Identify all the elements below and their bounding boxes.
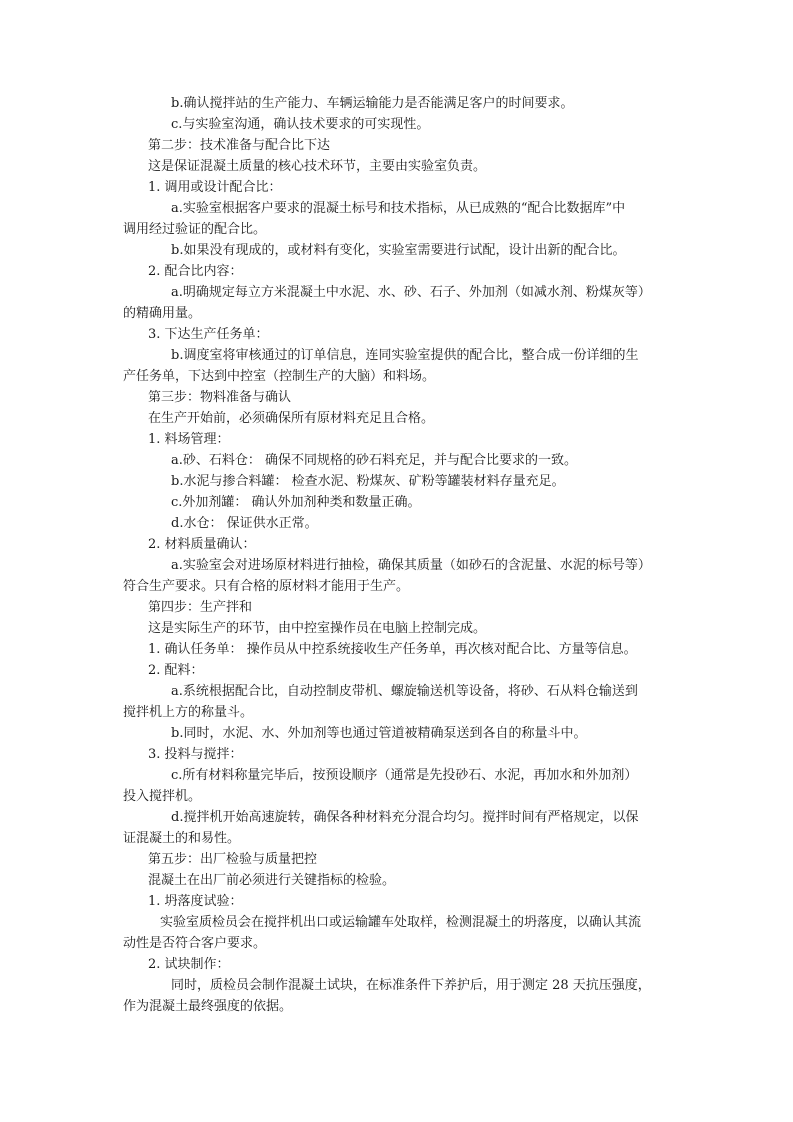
text-line: b.确认搅拌站的生产能力、车辆运输能力是否能满足客户的时间要求。 xyxy=(171,96,574,111)
section-heading: 第三步：物料准备与确认 xyxy=(148,390,292,405)
text-line: b.同时，水泥、水、外加剂等也通过管道被精确泵送到各自的称量斗中。 xyxy=(171,726,587,741)
text-line: a.实验室会对进场原材料进行抽检，确保其质量（如砂石的含泥量、水泥的标号等） xyxy=(171,558,651,573)
text-line: 调用经过验证的配合比。 xyxy=(123,222,267,237)
text-line: 的精确用量。 xyxy=(123,306,202,321)
list-item-heading: 1. 确认任务单： 操作员从中控系统接收生产任务单，再次核对配合比、方量等信息。 xyxy=(148,642,637,657)
text-line: a.系统根据配合比，自动控制皮带机、螺旋输送机等设备，将砂、石从料仓输送到 xyxy=(171,684,638,699)
text-line: b.如果没有现成的，或材料有变化，实验室需要进行试配，设计出新的配合比。 xyxy=(171,243,626,258)
text-line: c.外加剂罐： 确认外加剂种类和数量正确。 xyxy=(171,495,421,510)
list-item-heading: 1. 调用或设计配合比： xyxy=(148,180,282,195)
text-line: 产任务单，下达到中控室（控制生产的大脑）和料场。 xyxy=(123,369,436,384)
text-line: 实验室质检员会在搅拌机出口或运输罐车处取样，检测混凝土的坍落度，以确认其流 xyxy=(160,915,642,930)
text-line: d.搅拌机开始高速旋转，确保各种材料充分混合均匀。搅拌时间有严格规定，以保 xyxy=(171,810,639,825)
list-item-heading: 2. 配合比内容： xyxy=(148,264,243,279)
section-heading: 第二步：技术准备与配合比下达 xyxy=(148,138,331,153)
text-line: a.实验室根据客户要求的混凝土标号和技术指标，从已成熟的“配合比数据库”中 xyxy=(171,201,626,216)
text-line: b.调度室将审核通过的订单信息，连同实验室提供的配合比，整合成一份详细的生 xyxy=(171,348,639,363)
list-item-heading: 3. 投料与搅拌： xyxy=(148,747,243,762)
list-item-heading: 1. 坍落度试验： xyxy=(148,894,243,909)
list-item-heading: 2. 试块制作： xyxy=(148,957,230,972)
section-heading: 第五步：出厂检验与质量把控 xyxy=(148,852,318,867)
text-line: 这是实际生产的环节，由中控室操作员在电脑上控制完成。 xyxy=(148,621,487,636)
text-line: c.与实验室沟通，确认技术要求的可实现性。 xyxy=(171,117,430,132)
text-line: 动性是否符合客户要求。 xyxy=(123,936,267,951)
text-line: 同时，质检员会制作混凝土试块，在标准条件下养护后，用于测定 28 天抗压强度， xyxy=(171,978,651,993)
list-item-heading: 2. 配料： xyxy=(148,663,204,678)
text-line: d.水仓： 保证供水正常。 xyxy=(171,516,318,531)
text-line: b.水泥与掺合料罐： 检查水泥、粉煤灰、矿粉等罐装材料存量充足。 xyxy=(171,474,565,489)
text-line: 搅拌机上方的称量斗。 xyxy=(123,705,254,720)
text-line: c.所有材料称量完毕后，按预设顺序（通常是先投砂石、水泥，再加水和外加剂） xyxy=(171,768,638,783)
section-heading: 第四步：生产拌和 xyxy=(148,600,253,615)
list-item-heading: 2. 材料质量确认： xyxy=(148,537,256,552)
text-line: a.砂、石料仓： 确保不同规格的砂石料充足，并与配合比要求的一致。 xyxy=(171,453,578,468)
text-line: a.明确规定每立方米混凝土中水泥、水、砂、石子、外加剂（如减水剂、粉煤灰等） xyxy=(171,285,651,300)
text-line: 这是保证混凝土质量的核心技术环节，主要由实验室负责。 xyxy=(148,159,487,174)
text-line: 作为混凝土最终强度的依据。 xyxy=(123,999,293,1014)
text-line: 证混凝土的和易性。 xyxy=(123,831,241,846)
list-item-heading: 3. 下达生产任务单： xyxy=(148,327,269,342)
text-line: 混凝土在出厂前必须进行关键指标的检验。 xyxy=(148,873,396,888)
text-line: 符合生产要求。只有合格的原材料才能用于生产。 xyxy=(123,579,410,594)
list-item-heading: 1. 料场管理： xyxy=(148,432,230,447)
text-line: 在生产开始前，必须确保所有原材料充足且合格。 xyxy=(148,411,435,426)
text-line: 投入搅拌机。 xyxy=(123,789,202,804)
